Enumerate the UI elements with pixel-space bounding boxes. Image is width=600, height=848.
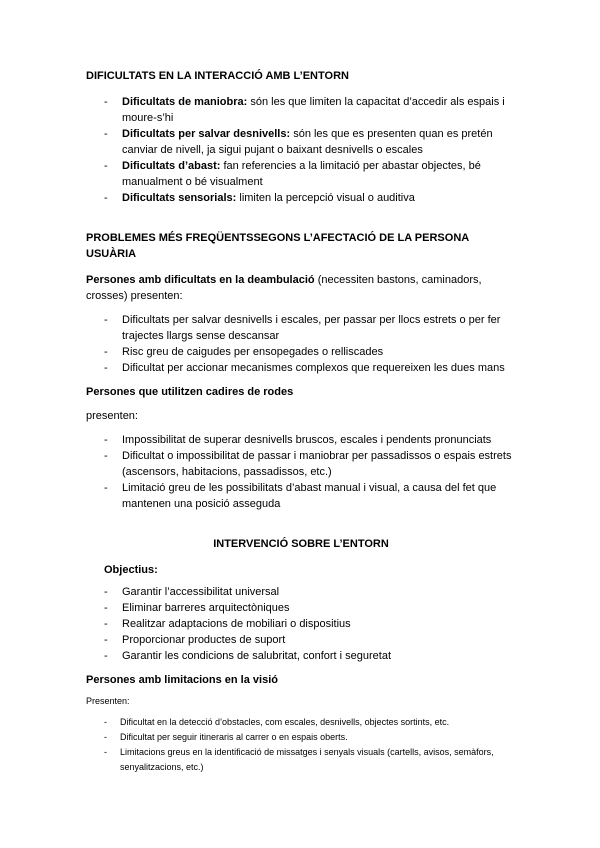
visio-list [86,715,516,775]
list-item: - Eliminar barreres arquitectòniques [86,600,516,616]
list-item: - Dificultat per seguir itineraris al carrer o en espais oberts. [86,730,516,745]
visio-block [86,694,516,775]
list-item: - Dificultats d’abast: fan referencies a la limitació per abastar objectes, bé manualment o bé visualment [86,158,516,190]
deambulacio-list [86,312,516,376]
section-title-intervencio: INTERVENCIÓ SOBRE L’ENTORN [213,538,389,550]
list-item: - Dificultats sensorials: limiten la percepció visual o auditiva [86,190,516,206]
group-cadires-intro: presenten: [86,410,138,422]
objectius-list [86,584,516,664]
list-item: - Risc greu de caigudes per ensopegades o relliscades [86,344,516,360]
list-item: - Dificultat en la detecció d’obstacles, com escales, desnivells, objectes sortints, etc. [86,715,516,730]
section-title-dificultats: DIFICULTATS EN LA INTERACCIÓ AMB L’ENTORN [86,70,349,82]
list-item: - Garantir l’accessibilitat universal [86,584,516,600]
dificultats-list [86,94,516,206]
list-item: - Dificultats per salvar desnivells: són les que es presenten quan es pretén canviar de nivell, ja sigui pujant o baixant desnivells o escales [86,126,516,158]
list-item: - Limitacions greus en la identificació de missatges i senyals visuals (cartells, avisos, semàfors, senyalitzacions, etc.) [86,745,516,775]
group-cadires-title: Persones que utilitzen cadires de rodes [86,386,294,398]
list-item: - Dificultats per salvar desnivells i escales, per passar per llocs estrets o per fer trajectes llargs sense descansar [86,312,516,344]
list-item: - Dificultats de maniobra: són les que limiten la capacitat d’accedir als espais i moure-s’hi [86,94,516,126]
group-deambulacio-intro: Persones amb dificultats en la deambulació (necessiten bastons, caminadors, crosses) presenten: [86,274,482,302]
cadires-list [86,432,516,512]
list-item: - Dificultat o impossibilitat de passar i maniobrar per passadissos o espais estrets (ascensors, habitacions, passadissos, etc.) [86,448,516,480]
group-visio-title: Persones amb limitacions en la visió [86,674,278,686]
document-page [86,68,516,775]
list-item: - Realitzar adaptacions de mobiliari o dispositius [86,616,516,632]
list-item: - Limitació greu de les possibilitats d’abast manual i visual, a causa del fet que mantenen una posició asseguda [86,480,516,512]
list-item: - Impossibilitat de superar desnivells bruscos, escales i pendents pronunciats [86,432,516,448]
group-visio-intro: Presenten: [86,696,130,706]
section-title-problemes: PROBLEMES MÉS FREQÜENTSSEGONS L’AFECTACIÓ DE LA PERSONA USUÀRIA [86,232,469,260]
list-item: - Proporcionar productes de suport [86,632,516,648]
list-item: - Dificultat per accionar mecanismes complexos que requereixen les dues mans [86,360,516,376]
list-item: - Garantir les condicions de salubritat, confort i seguretat [86,648,516,664]
objectius-label: Objectius: [104,564,158,576]
